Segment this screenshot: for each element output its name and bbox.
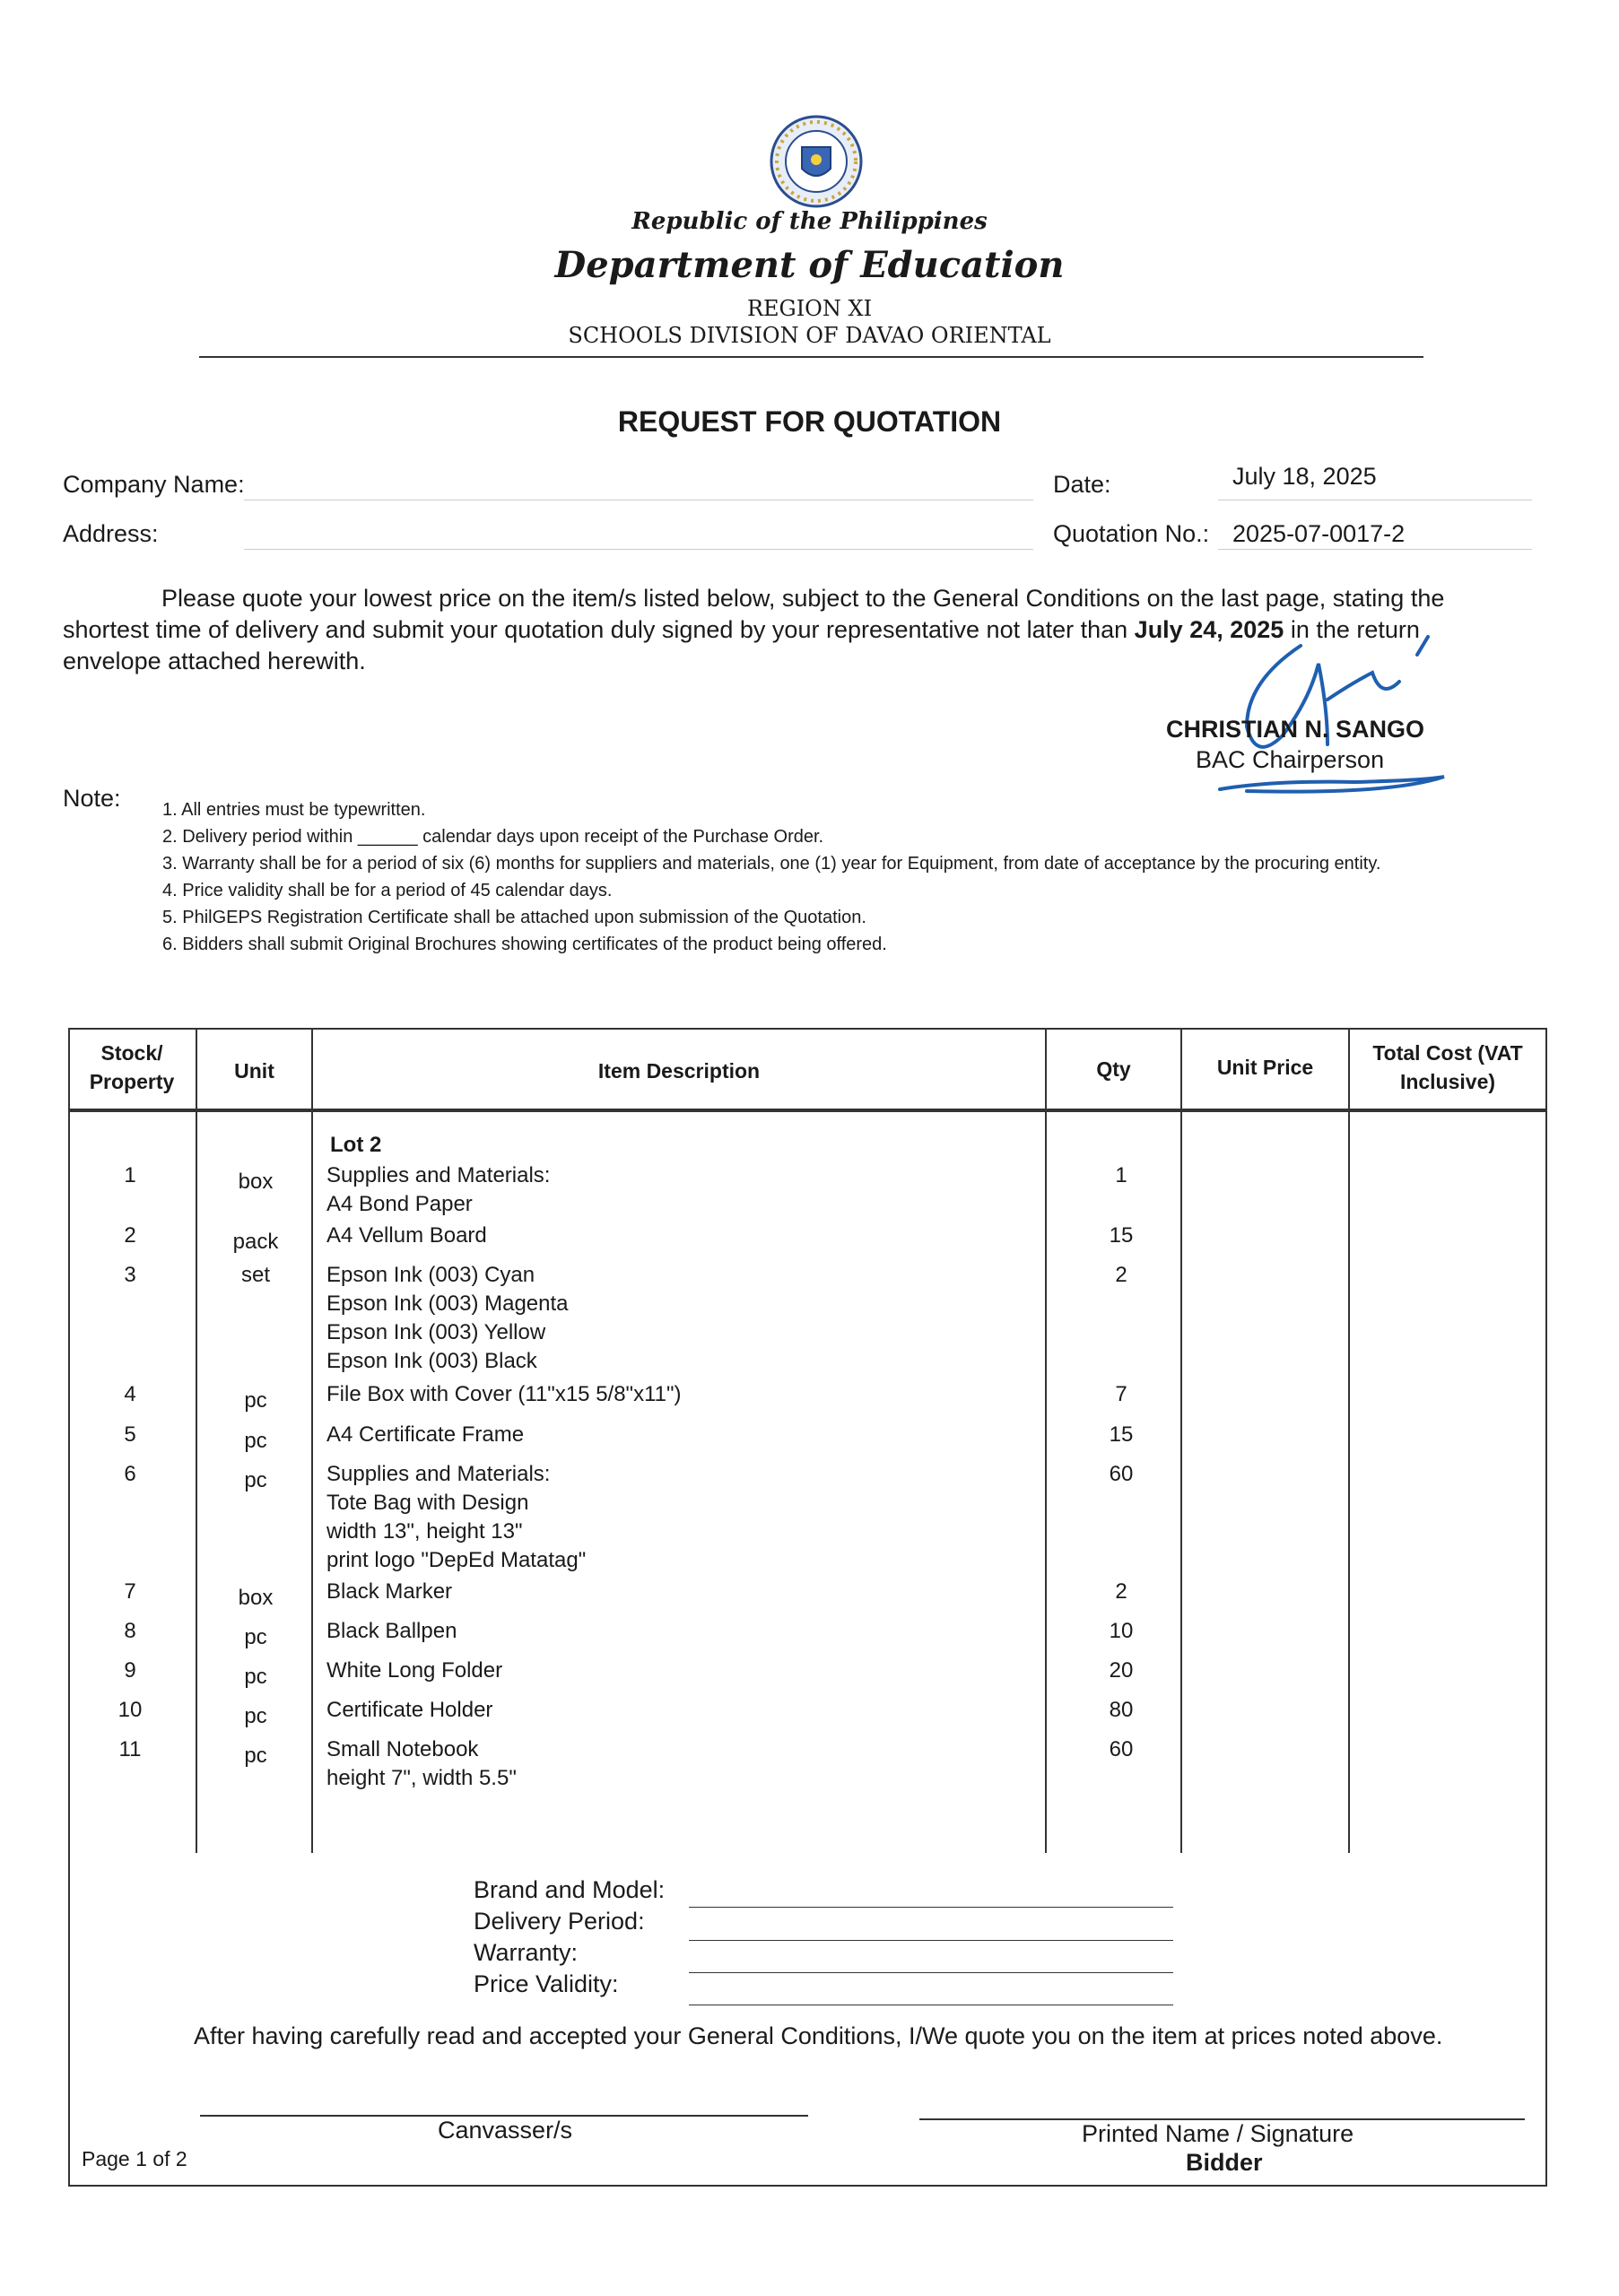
item-description: width 13", height 13" — [326, 1519, 523, 1544]
item-description: Epson Ink (003) Magenta — [326, 1292, 569, 1316]
header-divider — [199, 356, 1423, 358]
unit-value: box — [238, 1170, 274, 1194]
quantity-value: 60 — [1109, 1462, 1134, 1486]
item-description: Supplies and Materials: — [326, 1163, 551, 1187]
th-stock: Stock/ Property — [89, 1041, 175, 1093]
warranty-field[interactable] — [689, 1972, 1173, 1973]
th-qty: Qty — [1096, 1057, 1131, 1081]
region-heading: REGION XI — [746, 296, 873, 321]
quantity-value: 2 — [1115, 1579, 1127, 1604]
notes-list — [162, 796, 1418, 958]
stock-number: 6 — [124, 1462, 136, 1486]
unit-value: pc — [244, 1429, 267, 1453]
quantity-value: 80 — [1109, 1698, 1134, 1722]
quotation-number-label: Quotation No.: — [1053, 520, 1210, 547]
quantity-value: 15 — [1109, 1223, 1134, 1248]
stock-number: 3 — [124, 1263, 136, 1287]
item-description: A4 Bond Paper — [326, 1192, 473, 1216]
stock-number: 9 — [124, 1658, 136, 1683]
signatory-name: CHRISTIAN N. SANGO — [1166, 716, 1425, 743]
th-total-cost: Total Cost (VAT Inclusive) — [1372, 1041, 1523, 1093]
division-heading: SCHOOLS DIVISION OF DAVAO ORIENTAL — [568, 323, 1051, 348]
note-label: Note: — [63, 785, 121, 812]
note-item: 5. PhilGEPS Registration Certificate shall be attached upon submission of the Quotation. — [162, 908, 866, 927]
unit-value: pc — [244, 1625, 267, 1649]
quantity-value: 15 — [1109, 1422, 1134, 1447]
acceptance-statement: After having carefully read and accepted your General Conditions, I/We quote you on the item at prices noted above. — [194, 2022, 1443, 2049]
note-item: 2. Delivery period within ______ calendar days upon receipt of the Purchase Order. — [162, 827, 824, 847]
deadline-date: July 24, 2025 — [1134, 616, 1284, 643]
page-title: REQUEST FOR QUOTATION — [617, 405, 1002, 438]
price-validity-label: Price Validity: — [474, 1970, 619, 1997]
delivery-period-field[interactable] — [689, 1940, 1173, 1941]
stock-number: 8 — [124, 1619, 136, 1643]
unit-value: set — [240, 1263, 270, 1287]
deped-seal-icon — [770, 115, 863, 208]
item-description: print logo "DepEd Matatag" — [326, 1548, 587, 1572]
item-description: Black Marker — [326, 1579, 453, 1604]
stock-number: 7 — [124, 1579, 136, 1604]
unit-value: pc — [244, 1388, 267, 1413]
stock-number: 1 — [124, 1163, 136, 1187]
quantity-value: 1 — [1115, 1163, 1127, 1187]
canvasser-label: Canvasser/s — [438, 2117, 573, 2144]
stock-number: 11 — [118, 1737, 142, 1761]
note-item: 6. Bidders shall submit Original Brochures showing certificates of the product being offered. — [162, 935, 887, 954]
quantity-value: 60 — [1109, 1737, 1134, 1761]
unit-value: pack — [232, 1230, 279, 1254]
item-description: A4 Certificate Frame — [326, 1422, 525, 1447]
stock-number: 4 — [124, 1382, 136, 1406]
stock-number: 2 — [124, 1223, 136, 1248]
note-item: 4. Price validity shall be for a period of 45 calendar days. — [162, 881, 613, 900]
warranty-label: Warranty: — [474, 1939, 579, 1966]
signatory-position: BAC Chairperson — [1196, 746, 1385, 773]
item-description: height 7", width 5.5" — [326, 1766, 517, 1790]
quantity-value: 7 — [1115, 1382, 1127, 1406]
item-description: File Box with Cover (11"x15 5/8"x11") — [326, 1382, 682, 1406]
date-value: July 18, 2025 — [1232, 463, 1377, 490]
brand-model-label: Brand and Model: — [474, 1876, 666, 1903]
note-item: 1. All entries must be typewritten. — [162, 800, 426, 820]
quotation-field-line — [1218, 549, 1532, 550]
item-description: A4 Vellum Board — [326, 1223, 487, 1248]
item-description: Epson Ink (003) Yellow — [326, 1320, 546, 1344]
address-field[interactable] — [244, 549, 1033, 550]
col-divider — [1348, 1028, 1350, 1853]
intro-text-1: Please quote your lowest price on the item/s listed below, subject to the General Conditions on the last page, stating the shortest time of delivery and submit your quotation duly signed by your representative not later than — [63, 585, 1445, 643]
brand-model-field[interactable] — [689, 1907, 1173, 1908]
quantity-value: 20 — [1109, 1658, 1134, 1683]
quantity-value: 10 — [1109, 1619, 1134, 1643]
page-number: Page 1 of 2 — [82, 2147, 187, 2170]
th-unit: Unit — [234, 1059, 274, 1083]
quantity-value: 2 — [1115, 1263, 1127, 1287]
th-description: Item Description — [597, 1059, 761, 1083]
item-description: Black Ballpen — [326, 1619, 457, 1643]
item-description: Epson Ink (003) Black — [326, 1349, 537, 1373]
note-item: 3. Warranty shall be for a period of six (6) months for suppliers and materials, one (1) year for Equipment, from date of acceptance by the procuring entity. — [162, 854, 1381, 874]
col-divider — [1045, 1028, 1047, 1853]
delivery-period-label: Delivery Period: — [474, 1908, 645, 1935]
bidder-label: Bidder — [1186, 2149, 1263, 2176]
table-header-divider — [68, 1109, 1547, 1112]
lot-label: Lot 2 — [330, 1133, 382, 1157]
quotation-number-value: 2025-07-0017-2 — [1232, 520, 1406, 547]
address-label: Address: — [63, 520, 159, 547]
republic-heading: Republic of the Philippines — [631, 208, 988, 235]
item-description: Supplies and Materials: — [326, 1462, 551, 1486]
unit-value: box — [238, 1586, 274, 1610]
item-description: White Long Folder — [326, 1658, 503, 1683]
stock-number: 10 — [118, 1698, 143, 1722]
department-heading: Department of Education — [554, 244, 1065, 286]
item-description: Tote Bag with Design — [326, 1491, 529, 1515]
item-description: Certificate Holder — [326, 1698, 493, 1722]
company-name-label: Company Name: — [63, 471, 245, 498]
stock-number: 5 — [124, 1422, 136, 1447]
item-description: Small Notebook — [326, 1737, 479, 1761]
unit-value: pc — [244, 1468, 267, 1492]
unit-value: pc — [244, 1665, 267, 1689]
date-label: Date: — [1053, 471, 1111, 498]
th-unit-price: Unit Price — [1216, 1056, 1314, 1079]
unit-value: pc — [244, 1744, 267, 1768]
item-description: Epson Ink (003) Cyan — [326, 1263, 535, 1287]
unit-value: pc — [244, 1704, 267, 1728]
printed-name-label: Printed Name / Signature — [1082, 2120, 1354, 2147]
intro-text-2: in the return envelope attached herewith. — [63, 616, 1420, 674]
